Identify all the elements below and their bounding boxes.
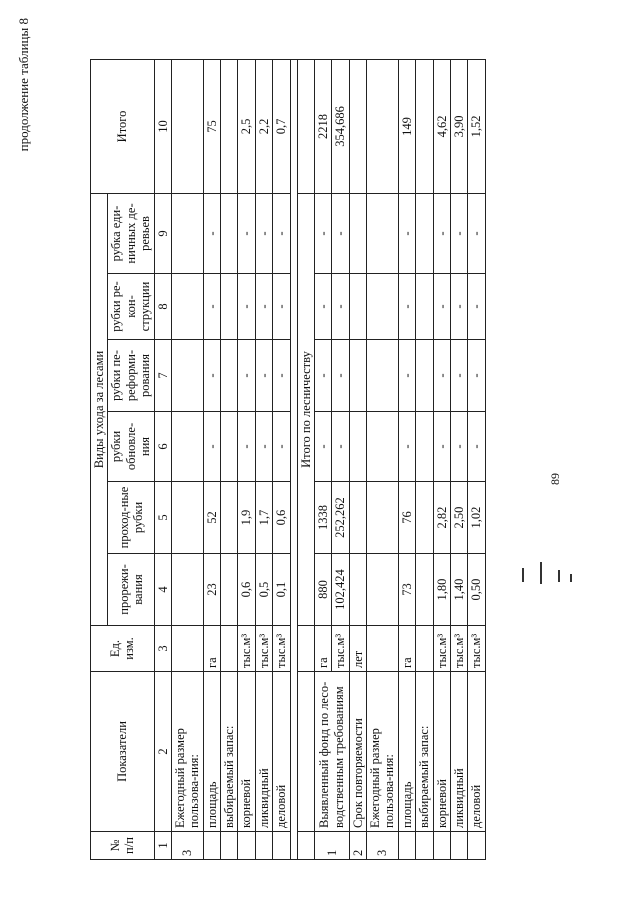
- row-value: 2,5: [238, 59, 255, 193]
- row-label: выбираемый запас:: [416, 672, 433, 832]
- row-value: [349, 554, 366, 626]
- col-number: 10: [154, 59, 171, 193]
- row-value: 1,02: [468, 482, 485, 554]
- row-value: -: [450, 340, 467, 412]
- col-number: 3: [154, 626, 171, 672]
- row-label: деловой: [468, 672, 485, 832]
- row-number: [255, 832, 272, 860]
- row-value: 52: [203, 482, 220, 554]
- row-value: [349, 412, 366, 482]
- row-number: [238, 832, 255, 860]
- row-label: Ежегодный размер пользова-ния:: [367, 672, 399, 832]
- row-number: [203, 832, 220, 860]
- row-label: выбираемый запас:: [221, 672, 238, 832]
- row-number: [398, 832, 415, 860]
- row-value: [367, 340, 399, 412]
- header-num: № п/п: [91, 832, 155, 860]
- row-unit: [416, 626, 433, 672]
- row-label: Срок повторяемости: [349, 672, 366, 832]
- row-value: -: [433, 193, 450, 273]
- row-value: 1,40: [450, 554, 467, 626]
- section-2: [314, 59, 349, 859]
- row-value: -: [433, 412, 450, 482]
- row-value: -: [398, 412, 415, 482]
- table-row: [221, 59, 238, 859]
- row-value: 0,7: [273, 59, 290, 193]
- row-unit: тыс.м³: [433, 626, 450, 672]
- header-indicator: Показатели: [91, 672, 155, 832]
- row-unit: [367, 626, 399, 672]
- row-unit: тыс.м³: [238, 626, 255, 672]
- row-number: [221, 832, 238, 860]
- row-value: -: [273, 340, 290, 412]
- row-label: корневой: [433, 672, 450, 832]
- page-number: 89: [548, 473, 562, 485]
- row-value: -: [314, 274, 331, 340]
- table-row: [273, 59, 290, 859]
- row-value: [416, 482, 433, 554]
- row-label: деловой: [273, 672, 290, 832]
- row-value: 4,62: [433, 59, 450, 193]
- row-label: площадь: [203, 672, 220, 832]
- row-value: [171, 554, 203, 626]
- row-value: 1,52: [468, 59, 485, 193]
- row-unit: [221, 626, 238, 672]
- row-value: [416, 59, 433, 193]
- row-number: [273, 832, 290, 860]
- row-value: [221, 274, 238, 340]
- row-unit: [171, 626, 203, 672]
- row-unit: тыс.м³: [273, 626, 290, 672]
- row-label: площадь: [398, 672, 415, 832]
- row-unit: га: [203, 626, 220, 672]
- col-number: 7: [154, 340, 171, 412]
- row-number: 2: [349, 832, 366, 860]
- row-value: -: [203, 193, 220, 273]
- row-value: [416, 412, 433, 482]
- row-number: [416, 832, 433, 860]
- row-value: -: [203, 412, 220, 482]
- row-value: -: [450, 412, 467, 482]
- row-value: -: [238, 412, 255, 482]
- header-unit: Ед. изм.: [91, 626, 155, 672]
- row-value: [221, 59, 238, 193]
- row-value: [221, 554, 238, 626]
- row-value: -: [468, 274, 485, 340]
- row-value: -: [273, 193, 290, 273]
- header-total: Итого: [91, 59, 155, 193]
- row-value: [221, 193, 238, 273]
- table-row: [468, 59, 485, 859]
- row-value: 23: [203, 554, 220, 626]
- row-unit: тыс.м³: [255, 626, 272, 672]
- row-value: [367, 274, 399, 340]
- table-row: [367, 59, 399, 859]
- row-value: 2218: [314, 59, 331, 193]
- row-unit: тыс.м³: [450, 626, 467, 672]
- row-value: -: [450, 274, 467, 340]
- header-col: рубки ре-кон-струкции: [108, 274, 154, 340]
- row-value: [349, 340, 366, 412]
- row-value: -: [238, 193, 255, 273]
- row-value: [171, 482, 203, 554]
- row-value: -: [238, 340, 255, 412]
- row-value: -: [398, 193, 415, 273]
- table-row: [433, 59, 450, 859]
- row-value: [349, 59, 366, 193]
- row-value: [349, 193, 366, 273]
- row-value: 76: [398, 482, 415, 554]
- row-value: 2,82: [433, 482, 450, 554]
- row-value: -: [238, 274, 255, 340]
- row-value: [367, 193, 399, 273]
- row-value: -: [255, 274, 272, 340]
- row-number: 3: [367, 832, 399, 860]
- table-row: [398, 59, 415, 859]
- row-value: -: [433, 274, 450, 340]
- row-value: -: [314, 412, 331, 482]
- row-value: 0,6: [238, 554, 255, 626]
- row-value: 1338: [314, 482, 331, 554]
- row-unit: лет: [349, 626, 366, 672]
- col-number: 8: [154, 274, 171, 340]
- table-row: [171, 59, 203, 859]
- col-number: 6: [154, 412, 171, 482]
- col-number: 9: [154, 193, 171, 273]
- col-number: 2: [154, 672, 171, 832]
- row-value: 1,9: [238, 482, 255, 554]
- row-value: [171, 193, 203, 273]
- row-value: [171, 274, 203, 340]
- row-value: 252,262: [332, 482, 349, 554]
- header-col: рубки обновле-ния: [108, 412, 154, 482]
- section-1: [171, 59, 290, 859]
- row-value: [367, 59, 399, 193]
- subtotal-label: Итого по лесничеству: [297, 193, 314, 625]
- row-value: [221, 482, 238, 554]
- header-col: рубки пе-реформи-рования: [108, 340, 154, 412]
- row-label: корневой: [238, 672, 255, 832]
- subtotal-section: [290, 59, 314, 859]
- row-value: [349, 274, 366, 340]
- row-value: 149: [398, 59, 415, 193]
- section-3: [349, 59, 485, 859]
- row-value: -: [398, 340, 415, 412]
- row-label: ликвидный: [450, 672, 467, 832]
- row-label: Выявленный фонд по лесо-водственным требованиям: [314, 672, 349, 832]
- row-value: 2,50: [450, 482, 467, 554]
- row-value: 75: [203, 59, 220, 193]
- row-value: -: [314, 340, 331, 412]
- row-value: [367, 412, 399, 482]
- col-number: 5: [154, 482, 171, 554]
- row-value: -: [468, 340, 485, 412]
- row-value: -: [332, 193, 349, 273]
- header-row-1: [91, 59, 108, 859]
- row-value: [416, 554, 433, 626]
- col-number: 4: [154, 554, 171, 626]
- row-value: -: [332, 274, 349, 340]
- table-row: [203, 59, 220, 859]
- row-value: [349, 482, 366, 554]
- subtotal-row: [297, 59, 314, 859]
- table-caption: продолжение таблицы 8: [16, 18, 31, 152]
- row-value: 354,686: [332, 59, 349, 193]
- row-value: -: [203, 340, 220, 412]
- row-value: -: [468, 412, 485, 482]
- row-value: -: [433, 340, 450, 412]
- table-row: [349, 59, 366, 859]
- row-value: [416, 193, 433, 273]
- row-value: 1,80: [433, 554, 450, 626]
- row-number: [468, 832, 485, 860]
- row-value: [221, 340, 238, 412]
- row-number: [450, 832, 467, 860]
- column-number-row: [154, 59, 171, 859]
- col-number: 1: [154, 832, 171, 860]
- header-col: рубка еди-ничных де-ревьев: [108, 193, 154, 273]
- row-value: [367, 554, 399, 626]
- row-value: -: [398, 274, 415, 340]
- row-unit: га: [314, 626, 331, 672]
- row-value: 880: [314, 554, 331, 626]
- row-value: -: [468, 193, 485, 273]
- row-value: 0,6: [273, 482, 290, 554]
- row-value: 0,1: [273, 554, 290, 626]
- table-row: [255, 59, 272, 859]
- spacer-row: [290, 59, 297, 859]
- table-row: [314, 59, 331, 859]
- row-value: [221, 412, 238, 482]
- table-row: [416, 59, 433, 859]
- row-value: [416, 340, 433, 412]
- row-value: -: [332, 340, 349, 412]
- row-value: -: [314, 193, 331, 273]
- row-value: 3,90: [450, 59, 467, 193]
- row-value: [367, 482, 399, 554]
- row-value: 0,50: [468, 554, 485, 626]
- row-value: 2,2: [255, 59, 272, 193]
- table-row: [238, 59, 255, 859]
- row-value: [416, 274, 433, 340]
- header-group: Виды ухода за лесами: [91, 193, 108, 625]
- row-value: -: [450, 193, 467, 273]
- row-number: 1: [314, 832, 349, 860]
- row-value: -: [273, 274, 290, 340]
- row-value: -: [255, 340, 272, 412]
- header-col: прорежи-вания: [108, 554, 154, 626]
- row-label: Ежегодный размер пользова-ния:: [171, 672, 203, 832]
- row-unit: тыс.м³: [332, 626, 349, 672]
- header-col: проход-ные рубки: [108, 482, 154, 554]
- forest-care-table: [90, 59, 486, 860]
- table-row: [450, 59, 467, 859]
- scan-marks: [510, 560, 580, 610]
- row-label: ликвидный: [255, 672, 272, 832]
- row-value: -: [255, 193, 272, 273]
- row-value: -: [332, 412, 349, 482]
- row-value: -: [255, 412, 272, 482]
- row-number: 3: [171, 832, 203, 860]
- row-unit: га: [398, 626, 415, 672]
- row-unit: тыс.м³: [468, 626, 485, 672]
- row-value: [171, 340, 203, 412]
- row-value: 73: [398, 554, 415, 626]
- row-value: 1,7: [255, 482, 272, 554]
- row-value: [171, 412, 203, 482]
- row-value: -: [273, 412, 290, 482]
- row-value: [171, 59, 203, 193]
- row-value: 102,424: [332, 554, 349, 626]
- row-number: [433, 832, 450, 860]
- row-value: -: [203, 274, 220, 340]
- row-value: 0,5: [255, 554, 272, 626]
